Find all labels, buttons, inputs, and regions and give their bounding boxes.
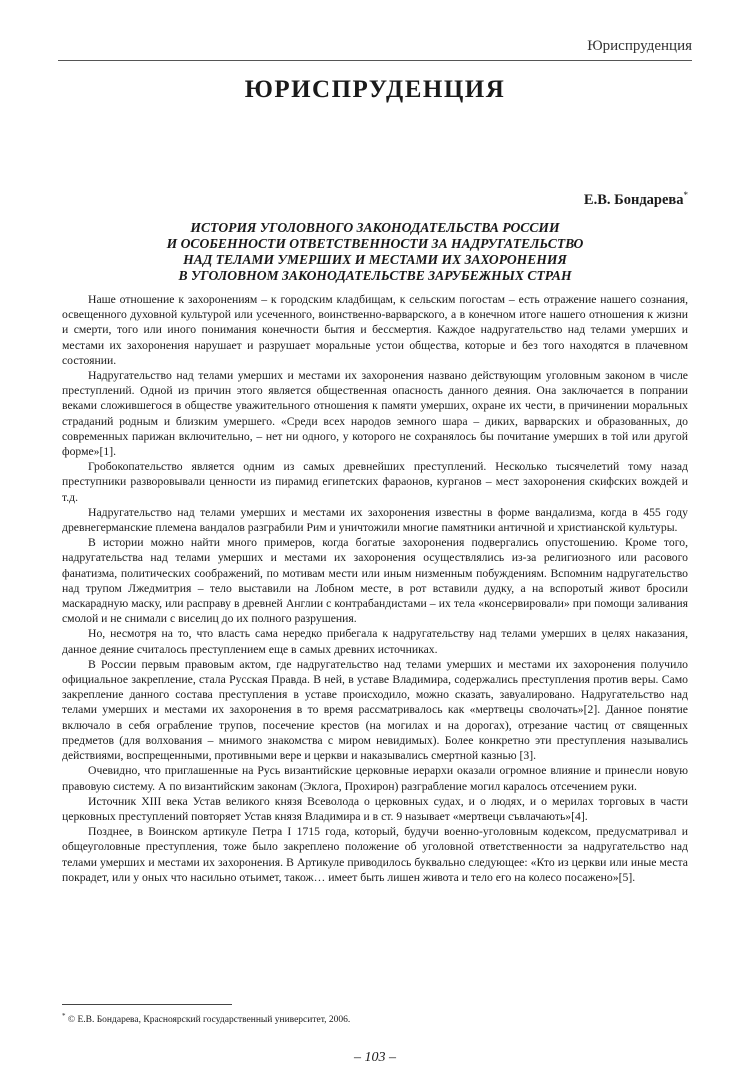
article-title-line: И ОСОБЕННОСТИ ОТВЕТСТВЕННОСТИ ЗА НАДРУГАТЕЛЬСТВО (166, 236, 584, 251)
paragraph: В России первым правовым актом, где надругательство над телами умерших и местами их захоронения получило официальное закрепление, стала Русская Правда. В ней, в уставе Владимира, содержались преступления против веры. Само закрепление данного состава преступления в уставе происходило, можно сказать, завуалировано. Надругательство над телами умерших и местами их захоронения в то время рассматривалось как «мертвецы сволочать»[2]. Данное понятие включало в себя ограбление трупов, посечение крестов (на могилах и на дорогах), отрезание частиц от священных предметов (для волхования – мнимого знакомства с миром невидимых). Более конкретно эти преступления назывались действиями, воспрещенными, противными вере и церкви и наказывались смертной казнью [3]. (62, 657, 688, 763)
footnote-divider (62, 1004, 232, 1005)
footnote-text: © Е.В. Бондарева, Красноярский государственный университет, 2006. (67, 1015, 351, 1026)
paragraph: Надругательство над телами умерших и местами их захоронения известны в форме вандализма, когда в 455 году древнегерманские племена вандалов разграбили Рим и уничтожили многие памятники античной и христианской культуры. (62, 505, 688, 535)
paragraph: Но, несмотря на то, что власть сама нередко прибегала к надругательству над телами умерших в целях наказания, данное деяние считалось преступлением еще в самых древних источниках. (62, 627, 688, 656)
author-footnote-mark: * (683, 190, 688, 200)
paragraph: Очевидно, что приглашенные на Русь византийские церковные иерархи оказали огромное влияние и принесли новую правовую систему. А по византийским законам (Эклога, Прохирон) разграбление могил каралось отсечением руки. (62, 764, 688, 793)
article-body (62, 292, 688, 885)
article-title-line: В УГОЛОВНОМ ЗАКОНОДАТЕЛЬСТВЕ ЗАРУБЕЖНЫХ СТРАН (178, 268, 572, 283)
running-head: Юриспруденция (587, 38, 692, 54)
paragraph: Источник XIII века Устав великого князя Всеволода о церковных судах, и о людях, и о мерилах торговых в части церковных преступлений повторяет Устав князя Владимира и в ст. 9 называет «мертвеци съвлачають»[4]. (62, 794, 688, 823)
footnote-mark: * (62, 1012, 66, 1020)
section-title: ЮРИСПРУДЕНЦИЯ (244, 76, 506, 103)
author (584, 190, 688, 209)
paragraph: Позднее, в Воинском артикуле Петра I 1715 года, который, будучи военно-уголовным кодексом, предусматривал и общеуголовные преступления, тоже было закреплено положение об уголовной ответственности за надругательство над телами умерших и местами их захоронения. В Артикуле приводилось буквально следующее: «Кто из церкви или иные места покрадет, или у оных что насильно отьимет, також… имеет быть лишен живота и тело его на колесо посажено»[5]. (62, 825, 688, 884)
header-divider (58, 60, 692, 61)
paragraph: Надругательство над телами умерших и местами их захоронения названо действующим уголовным законом в числе преступлений. Одной из причин этого является общественная опасность данного деяния. Она заключается в попрании веками сложившегося в обществе уважительного отношения к памяти умерших, охране их чести, в причинении моральных страданий родным и близким умершего. «Среди всех народов земного шара – диких, варварских и образованных, до современных парижан включительно, – нет ни одного, у которого не сохранялось бы почитание умерших в той или другой форме»[1]. (62, 369, 688, 459)
footnote (62, 1012, 688, 1025)
paragraph: В истории можно найти много примеров, когда богатые захоронения подвергались опустошению. Кроме того, надругательства над телами умерших и местами их захоронения осуществлялись из-за религиозного или расового фанатизма, политических соображений, по мотивам мести или иным низменным побуждениям. Вспомним надругательство над трупом Лжедмитрия – тело выставили на Лобном месте, в рот вставили дудку, а на вспоротый живот бросили маскарадную маску, или расправу в древней Англии с контрабандистами – их тела «консервировали» при помощи заливания смолой и не снимали с виселиц до их полного разрушения. (62, 536, 688, 626)
article-title-line: ИСТОРИЯ УГОЛОВНОГО ЗАКОНОДАТЕЛЬСТВА РОССИИ (190, 220, 560, 235)
article-title-line: НАД ТЕЛАМИ УМЕРШИХ И МЕСТАМИ ИХ ЗАХОРОНЕНИЯ (183, 252, 567, 267)
author-name: Е.В. Бондарева (583, 191, 684, 208)
page-number: – 103 – (354, 1050, 396, 1065)
paragraph: Гробокопательство является одним из самых древнейших преступлений. Несколько тысячелетий тому назад преступники разворовывали ценности из пирамид египетских фараонов, курганов – мест захоронения скифских вождей и т.д. (62, 460, 688, 504)
paragraph: Наше отношение к захоронениям – к городским кладбищам, к сельским погостам – есть отражение нашего сознания, освещенного духовной культурой или усеченного, воинственно-варварского, а в конечном итоге нашего отношения к жизни и смерти, того или иного понимания конечности бытия и бессмертия. Каждое надругательство над телами умерших и местами их захоронения нарушает и разрушает моральные устои общества, которые и без того находятся в плачевном состоянии. (62, 293, 688, 367)
article-title (70, 220, 680, 284)
